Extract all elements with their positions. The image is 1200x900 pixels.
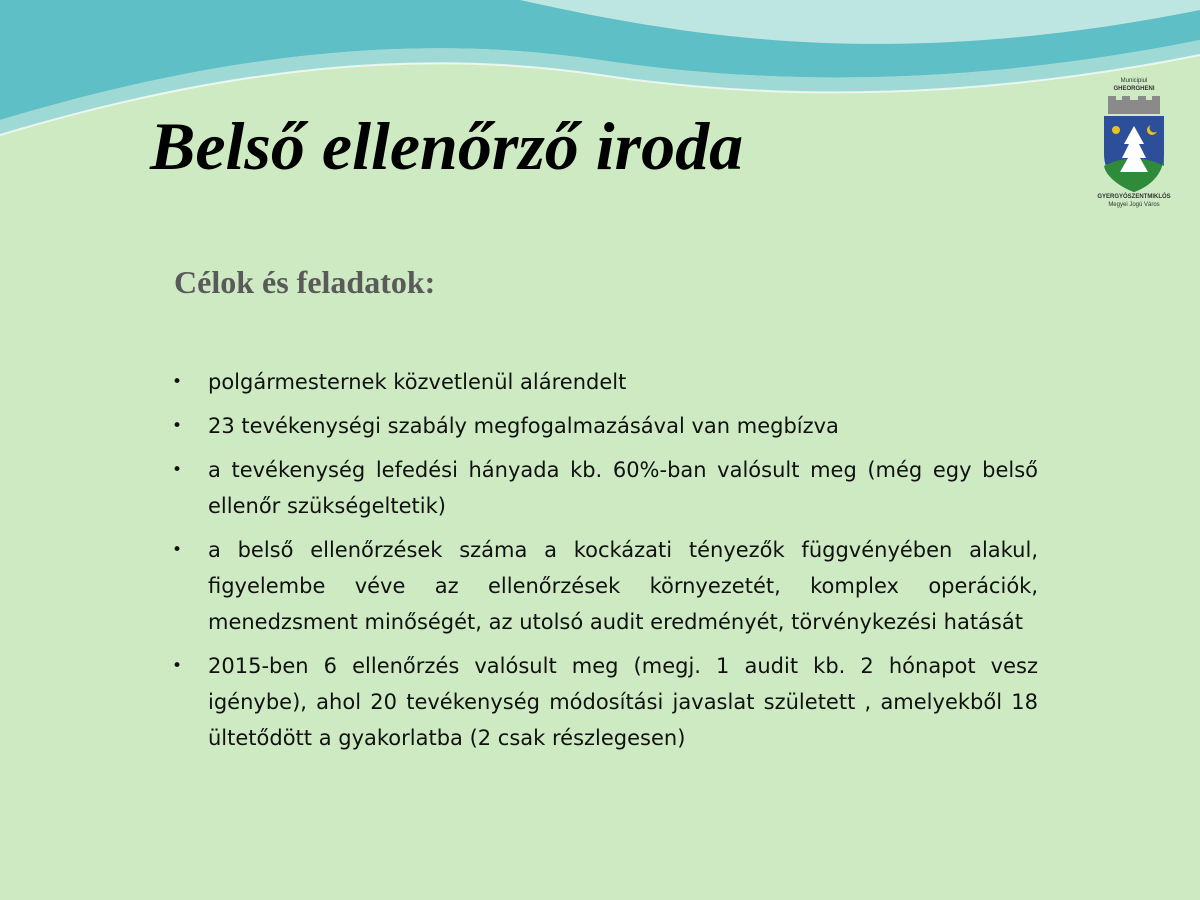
slide-title: Belső ellenőrző iroda (150, 108, 744, 184)
section-subtitle: Célok és feladatok: (174, 264, 436, 300)
list-item: • a belső ellenőrzések száma a kockázati tényezők függvényében alakul, figyelembe véve az ellenőrzések környezetét, komplex operációk, menedzsment minőségét, az utolsó audit eredményét, törvénykezési hatását (170, 532, 1038, 640)
city-crest (1092, 76, 1176, 226)
crest-line1: Municipiul (1120, 78, 1148, 84)
list-item: • a tevékenység lefedési hányada kb. 60%-ban valósult meg (még egy belső ellenőr szükségeltetik) (170, 452, 1038, 524)
crest-line2: GHEORGHENI (1113, 86, 1155, 92)
bullet-list (170, 364, 1038, 764)
list-item: • 2015-ben 6 ellenőrzés valósult meg (megj. 1 audit kb. 2 hónapot vesz igénybe), ahol 20 tevékenység módosítási javaslat született , amelyekből 18 ültetődött a gyakorlatba (2 csak részlegesen) (170, 648, 1038, 756)
list-item: • polgármesternek közvetlenül alárendelt (170, 364, 1038, 400)
coat-of-arms-icon (1092, 96, 1176, 196)
list-item: • 23 tevékenységi szabály megfogalmazásával van megbízva (170, 408, 1038, 444)
crest-line3: GYERGYÓSZENTMIKLÓS (1097, 194, 1171, 200)
crest-line4: Megyei Jogú Város (1108, 202, 1160, 208)
